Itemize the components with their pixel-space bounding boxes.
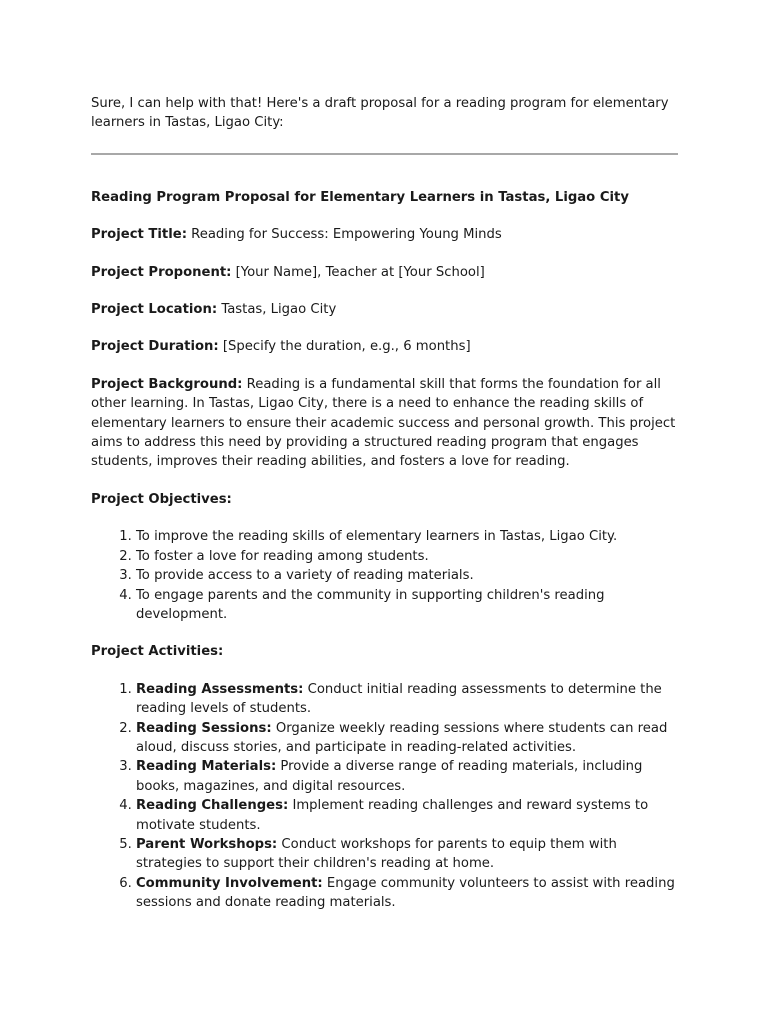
activity-text: Implement reading challenges and reward systems to motivate students.: [136, 798, 649, 833]
field-label: Project Location:: [91, 302, 218, 318]
activity-label: Reading Materials:: [136, 759, 277, 775]
document-content: [91, 94, 681, 931]
field-label: Project Proponent:: [91, 264, 232, 280]
field-label: Project Background:: [91, 376, 243, 392]
list-item: 2. To foster a love for reading among students.: [136, 547, 681, 566]
list-item: [136, 796, 681, 835]
field-value: Tastas, Ligao City: [221, 302, 337, 318]
field-value: Reading for Success: Empowering Young Minds: [191, 227, 502, 243]
list-item: [136, 719, 681, 758]
objectives-list: [91, 527, 681, 624]
field-value: [Your Name], Teacher at [Your School]: [235, 264, 485, 280]
field-project-background: [91, 375, 681, 472]
objectives-title: Project Objectives:: [91, 491, 232, 507]
proposal-title: Reading Program Proposal for Elementary Learners in Tastas, Ligao City: [91, 189, 629, 205]
field-project-title: [91, 225, 681, 244]
activities-list: [91, 680, 681, 913]
activity-label: Reading Sessions:: [136, 720, 272, 736]
activity-text: Conduct workshops for parents to equip them with strategies to support their children's reading at home.: [136, 836, 617, 872]
activity-text: Conduct initial reading assessments to determine the reading levels of students.: [136, 681, 662, 717]
field-label: Project Duration:: [91, 339, 219, 355]
field-project-location: [91, 300, 681, 319]
field-project-duration: [91, 337, 681, 356]
activity-text: Organize weekly reading sessions where students can read aloud, discuss stories, and participate in reading-related activities.: [136, 720, 668, 755]
field-value: [Specify the duration, e.g., 6 months]: [222, 339, 471, 355]
activity-label: Reading Assessments:: [136, 681, 304, 697]
field-project-proponent: [91, 263, 681, 282]
activity-text: Provide a diverse range of reading materials, including books, magazines, and digital resources.: [136, 759, 643, 794]
list-item: [136, 757, 681, 796]
intro-text: Sure, I can help with that! Here's a draft proposal for a reading program for elementary learners in Tastas, Ligao City:: [91, 96, 669, 131]
field-value: Reading is a fundamental skill that forms the foundation for all other learning. In Tastas, Ligao City, there is a need to enhance the reading skills of elementary learners to ensure their academic success and personal growth. This project aims to address this need by providing a structured reading program that engages students, improves their reading abilities, and fosters a love for reading.: [91, 376, 676, 470]
activities-title: Project Activities:: [91, 644, 224, 660]
list-item: 4. To engage parents and the community in supporting children's reading development.: [136, 586, 681, 625]
divider: [91, 153, 678, 155]
list-item: 1. To improve the reading skills of elementary learners in Tastas, Ligao City.: [136, 527, 681, 546]
activity-label: Community Involvement:: [136, 875, 323, 891]
list-item: [136, 874, 681, 913]
activity-text: Engage community volunteers to assist with reading sessions and donate reading materials.: [136, 875, 675, 911]
list-item: [136, 835, 681, 874]
list-item: 3. To provide access to a variety of reading materials.: [136, 566, 681, 585]
activity-label: Parent Workshops:: [136, 836, 278, 852]
field-label: Project Title:: [91, 227, 187, 243]
activity-label: Reading Challenges:: [136, 798, 289, 814]
list-item: [136, 680, 681, 719]
